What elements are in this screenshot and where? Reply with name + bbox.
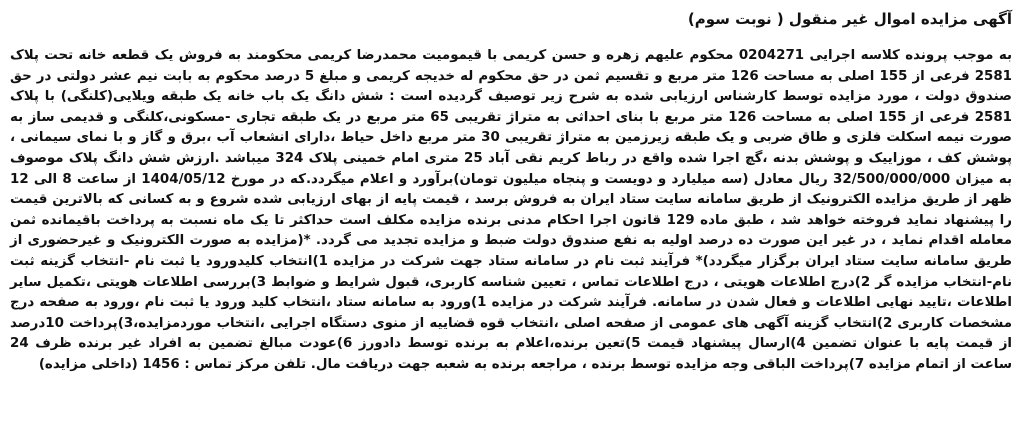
notice-body: به موجب پرونده کلاسه اجرایی 0204271 محکوم علیهم زهره و حسن کریمی با قیمومیت محمدرضا کریمی محکومند به فروش یک قطعه خانه تحت پلاک 2581 فرعی از 155 اصلی به مساحت 126 متر مربع و تقسیم ثمن در حق محکوم له خدیجه کریمی و مبلغ 5 درصد محکوم به بابت نیم عشر دولتی در حق صندوق دولت ، مورد مزایده توسط کارشناس ارزیابی شده به شرح زیر توصیف گردیده است : شش دانگ یک باب خانه یک طبقه ویلایی(کلنگی) با پلاک 2581 فرعی از 155 اصلی به مساحت 126 متر مربع با بنای احداثی به متراژ تقریبی 65 متر مربع در یک طبقه تجاری -مسکونی،کلنگی و قدیمی ساز به صورت نیمه اسکلت فلزی و طاق ضربی و یک طبقه زیرزمین به متراژ تقریبی 30 متر مربع داخل حیاط ،دارای انشعاب آب ،برق و گاز و با نمای سیمانی ، پوشش کف ، موزاییک و پوشش بدنه ،گچ اجرا شده واقع در رباط کریم نقی آباد 25 متری امام خمینی پلاک 324 میباشد .ارزش شش دانگ پلاک موصوف به میزان 32/500/000/000 ریال معادل (سه میلیارد و دویست و پنجاه میلیون تومان)برآورد و اعلام میگردد.که در مورخ 1404/05/12 از ساعت 8 الی 12 ظهر از طریق مزایده الکترونیک از طریق سامانه سایت ستاد ایران به فروش برسد ، قیمت پایه از بهای ارزیابی شده شروع و به کسانی که بالاترین قیمت را پیشنهاد نماید فروخته خواهد شد ، طبق ماده 129 قانون اجرا احکام مدنی برنده مزایده مکلف است حداکثر تا یک ماه نسبت به پرداخت باقیمانده ثمن معامله اقدام نماید ، در غیر این صورت ده درصد اولیه به نفع صندوق دولت ضبط و مزایده تجدید می گردد. *(مزایده به صورت الکترونیک و غیرحضوری از طریق سامانه سایت ستاد ایران برگزار میگردد)* فرآیند ثبت نام در سامانه ستاد جهت شرکت در مزایده 1)انتخاب کلیدورود یا ثبت نام -انتخاب گزینه ثبت نام-انتخاب مزایده گر 2)درج اطلاعات هویتی ، درج اطلاعات تماس ، تعیین شناسه کاربری، قبول شرایط و ضوابط 3)بررسی اطلاعات هویتی ،تکمیل سایر اطلاعات ،تایید نهایی اطلاعات و فعال شدن در سامانه. فرآیند شرکت در مزایده 1)ورود به سامانه ستاد ،انتخاب کلید ورود یا ثبت نام ،ورود به صفحه درج مشخصات کاربری 2)انتخاب گزینه آگهی های عمومی از صفحه اصلی ،انتخاب قوه قضاییه از منوی دستگاه اجرایی ،انتخاب موردمزایده،3)پرداخت 10درصد از قیمت پایه با عنوان تضمین 4)ارسال پیشنهاد قیمت 5)تعین برنده،اعلام به برنده توسط دادورز 6)عودت مبالغ تضمین به افراد غیر برنده ظرف 24 ساعت از اتمام مزایده 7)پرداخت الباقی وجه مزایده توسط برنده ، مراجعه برنده به شعبه جهت دریافت مال. تلفن مرکز تماس : 1456 (داخلی مزایده) [10, 48, 1013, 372]
notice-title: آگهی مزایده اموال غیر منقول ( نوبت سوم) [687, 10, 1012, 28]
